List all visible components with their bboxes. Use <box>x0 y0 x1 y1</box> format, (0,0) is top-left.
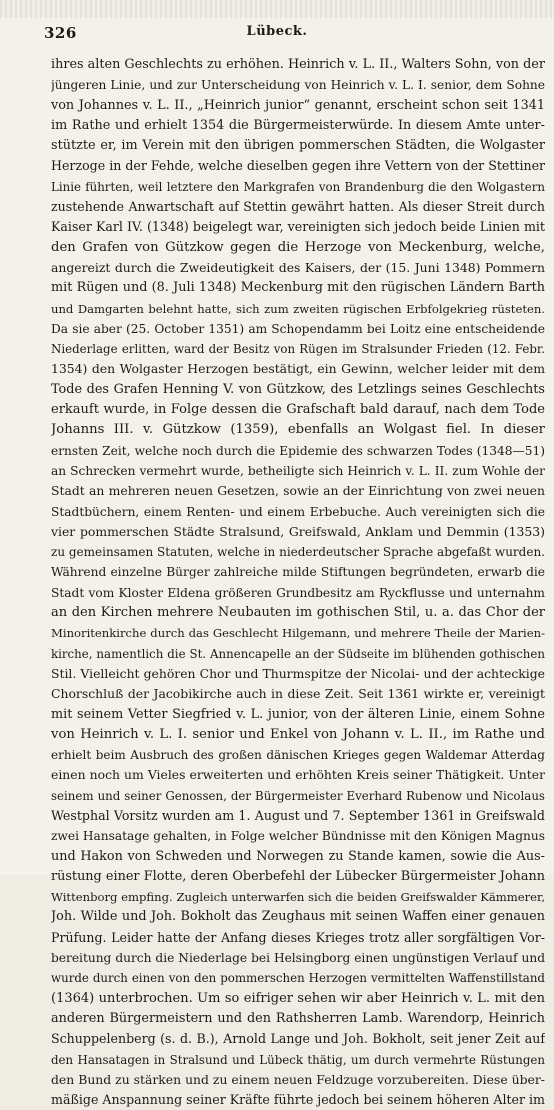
text-line: Tode des Grafen Henning V. von Gützkow, des Letzlings seines Geschlechts <box>51 381 545 397</box>
text-line: Herzoge in der Fehde, welche dieselben gegen ihre Vettern von der Stettiner <box>51 158 545 174</box>
text-line: mit Rügen und (8. Juli 1348) Meckenburg mit den rügischen Ländern Barth <box>51 280 545 296</box>
text-line: bereitung durch die Niederlage bei Helsingborg einen ungünstigen Verlauf und <box>51 951 545 966</box>
text-line: und Hakon von Schweden und Norwegen zu Stande kamen, sowie die Aus- <box>51 848 545 864</box>
text-line: an Schrecken vermehrt wurde, betheiligte sich Heinrich v. L. II. zum Wohle der <box>51 463 545 478</box>
text-line: an den Kirchen mehrere Neubauten im gothischen Stil, u. a. das Chor der <box>51 605 545 621</box>
text-line: einen noch um Vieles erweiterten und erhöhten Kreis seiner Thätigkeit. Unter <box>51 767 545 783</box>
text-line: zwei Hansatage gehalten, in Folge welcher Bündnisse mit den Königen Magnus <box>51 829 545 844</box>
text-line: Da sie aber (25. October 1351) am Schopendamm bei Loitz eine entscheidende <box>51 321 545 336</box>
text-line: Stadtbüchern, einem Renten- und einem Erbebuche. Auch vereinigten sich die <box>51 504 545 519</box>
text-line: den Bund zu stärken und zu einem neuen Feldzuge vorzubereiten. Diese über- <box>51 1071 545 1087</box>
text-line: seinem und seiner Genossen, der Bürgermeister Everhard Rubenow und Nicolaus <box>51 788 545 803</box>
text-line: Joh. Wilde und Joh. Bokholt das Zeughaus mit seinen Waffen einer genauen <box>51 909 545 925</box>
text-line: Stadt vom Kloster Eldena größeren Grundbesitz am Ryckflusse und unternahm <box>51 585 545 600</box>
text-line: Während einzelne Bürger zahlreiche milde Stiftungen begründeten, erwarb die <box>51 565 545 580</box>
text-line: rüstung einer Flotte, deren Oberbefehl der Lübecker Bürgermeister Johann <box>51 868 545 884</box>
text-line: wurde durch einen von den pommerschen Herzogen vermittelten Waffenstillstand <box>51 971 545 986</box>
text-line: von Heinrich v. L. I. senior und Enkel von Johann v. L. II., im Rathe und <box>51 726 545 742</box>
text-line: Prüfung. Leider hatte der Anfang dieses Krieges trotz aller sorgfältigen Vor- <box>51 929 545 945</box>
text-line: Stadt an mehreren neuen Gesetzen, sowie an der Einrichtung von zwei neuen <box>51 483 545 499</box>
text-line: jüngeren Linie, und zur Unterscheidung von Heinrich v. L. I. senior, dem Sohne <box>51 78 545 93</box>
text-line: (1364) unterbrochen. Um so eifriger sehen wir aber Heinrich v. L. mit den <box>51 990 545 1006</box>
text-line: Stil. Vielleicht gehören Chor und Thurmspitze der Nicolai- und der achteckige <box>51 665 545 681</box>
text-line: zustehende Anwartschaft auf Stettin gewährt hatten. Als dieser Streit durch <box>51 199 545 215</box>
page-number: 326 <box>44 24 77 42</box>
text-line: Schuppelenberg (s. d. B.), Arnold Lange und Joh. Bokholt, seit jener Zeit auf <box>51 1031 545 1047</box>
text-line: mit seinem Vetter Siegfried v. L. junior, von der älteren Linie, einem Sohne <box>51 706 545 722</box>
text-line: kirche, namentlich die St. Annencapelle an der Südseite im blühenden gothischen <box>51 646 545 661</box>
text-line: mäßige Anspannung seiner Kräfte führte jedoch bei seinem höheren Alter im <box>51 1092 545 1108</box>
text-line: vier pommerschen Städte Stralsund, Greifswald, Anklam und Demmin (1353) <box>51 523 545 539</box>
text-line: 1354) den Wolgaster Herzogen bestätigt, ein Gewinn, welcher leider mit dem <box>51 361 545 377</box>
page-header <box>0 24 554 44</box>
body-text <box>51 55 545 1110</box>
text-line: stützte er, im Verein mit den übrigen pommerschen Städten, die Wolgaster <box>51 138 545 154</box>
text-line: im Rathe und erhielt 1354 die Bürgermeisterwürde. In diesem Amte unter- <box>51 117 545 133</box>
text-line: Westphal Vorsitz wurden am 1. August und 7. September 1361 in Greifswald <box>51 807 545 823</box>
text-line: erkauft wurde, in Folge dessen die Grafschaft bald darauf, nach dem Tode <box>51 402 545 418</box>
text-line: von Johannes v. L. II., „Heinrich junior“ genannt, erscheint schon seit 1341 <box>51 97 545 113</box>
text-line: Chorschluß der Jacobikirche auch in diese Zeit. Seit 1361 wirkte er, vereinigt <box>51 686 545 702</box>
text-line: und Damgarten belehnt hatte, sich zum zweiten rügischen Erbfolgekrieg rüsteten. <box>51 301 545 316</box>
text-line: Linie führten, weil letztere den Markgrafen von Brandenburg die den Wolgastern <box>51 179 545 194</box>
text-line: Johanns III. v. Gützkow (1359), ebenfalls an Wolgast fiel. In dieser <box>51 422 545 438</box>
text-line: ernsten Zeit, welche noch durch die Epidemie des schwarzen Todes (1348—51) <box>51 443 545 458</box>
running-head: Lübeck. <box>246 24 308 39</box>
text-line: Kaiser Karl IV. (1348) beigelegt war, vereinigten sich jedoch beide Linien mit <box>51 219 545 235</box>
text-line: den Grafen von Gützkow gegen die Herzoge von Meckenburg, welche, <box>51 239 545 255</box>
text-line: den Hansatagen in Stralsund und Lübeck thätig, um durch vermehrte Rüstungen <box>51 1052 545 1067</box>
text-line: Minoritenkirche durch das Geschlecht Hilgemann, und mehrere Theile der Marien- <box>51 626 545 641</box>
text-line: ihres alten Geschlechts zu erhöhen. Heinrich v. L. II., Walters Sohn, von der <box>51 57 545 72</box>
text-line: anderen Bürgermeistern und den Rathsherren Lamb. Warendorp, Heinrich <box>51 1010 545 1026</box>
scan-edge-shadow <box>0 0 554 18</box>
text-line: Niederlage erlitten, ward der Besitz von Rügen im Stralsunder Frieden (12. Febr. <box>51 342 545 357</box>
text-line: angereizt durch die Zweideutigkeit des Kaisers, der (15. Juni 1348) Pommern <box>51 259 545 275</box>
text-line: Wittenborg empfing. Zugleich unterwarfen sich die beiden Greifswalder Kämmerer, <box>51 890 545 905</box>
text-line: zu gemeinsamen Statuten, welche in niederdeutscher Sprache abgefaßt wurden. <box>51 545 545 560</box>
text-line: erhielt beim Ausbruch des großen dänischen Krieges gegen Waldemar Atterdag <box>51 748 545 763</box>
